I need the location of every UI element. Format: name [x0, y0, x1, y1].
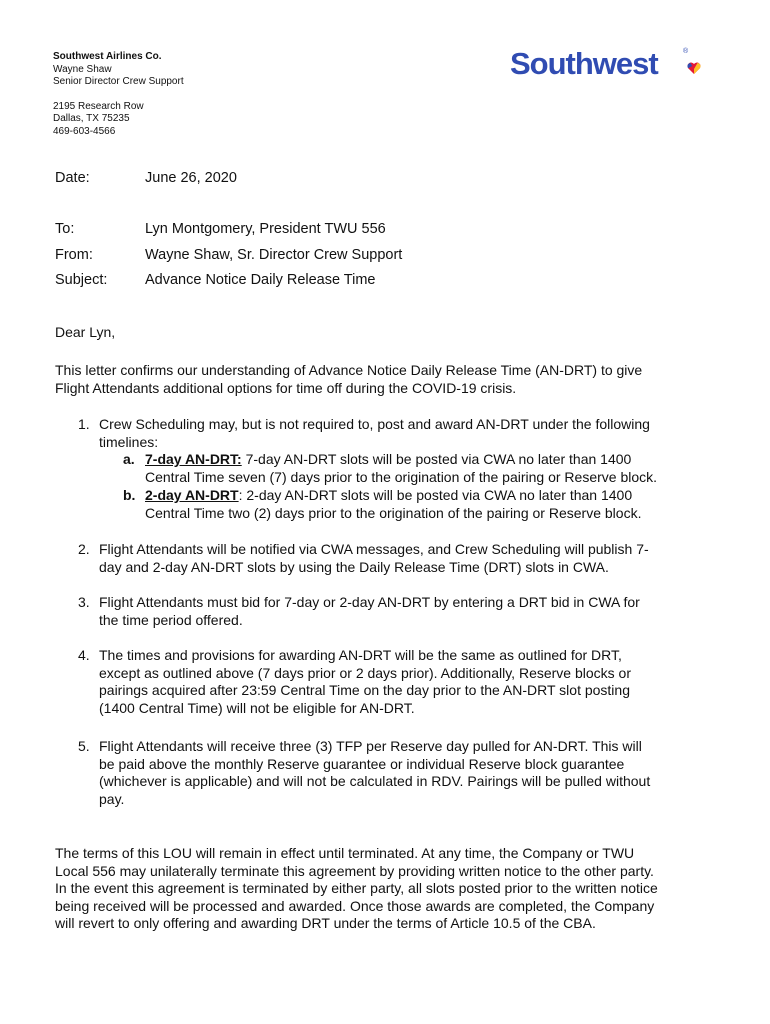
from-label: From: — [55, 247, 93, 263]
letterhead — [53, 51, 184, 138]
list-number: 1. — [78, 416, 90, 432]
text-line: Flight Attendants will receive three (3) TFP per Reserve day pulled for AN-DRT. This will — [99, 738, 642, 754]
address-line-2: Dallas, TX 75235 — [53, 113, 130, 124]
text-line: (1400 Central Time) will not be eligible for AN-DRT. — [99, 699, 415, 716]
text-line: Central Time seven (7) days prior to the origination of the pairing or Reserve block. — [145, 468, 658, 485]
list-number: 2. — [78, 541, 90, 557]
sub-term: 2-day AN-DRT — [145, 487, 239, 503]
greeting: Dear Lyn, — [55, 324, 116, 340]
text-line: will revert to only offering and awarding DRT under the terms of Article 10.5 of the CBA. — [55, 915, 596, 931]
text-line: Central Time two (2) days prior to the origination of the pairing or Reserve block. — [145, 504, 642, 521]
text-line: the time period offered. — [99, 611, 243, 628]
text-line: Flight Attendants will be notified via CWA messages, and Crew Scheduling will publish 7- — [99, 541, 649, 557]
text-line: In the event this agreement is terminated by either party, all slots posted prior to the written notice — [55, 880, 658, 896]
text-line: being received will be processed and awarded. Once those awards are completed, the Company — [55, 897, 655, 914]
text-line: Flight Attendants must bid for 7-day or 2-day AN-DRT by entering a DRT bid in CWA for — [99, 594, 640, 610]
list-number: 4. — [78, 647, 90, 663]
text-line: be paid above the monthly Reserve guarantee or individual Reserve block guarantee — [99, 755, 625, 772]
closing-paragraph — [55, 845, 715, 933]
sender-title: Senior Director Crew Support — [53, 76, 184, 87]
date-value: June 26, 2020 — [145, 170, 237, 186]
text-line: pay. — [99, 790, 125, 807]
list-number: 5. — [78, 738, 90, 754]
subject-label: Subject: — [55, 272, 108, 288]
registered-mark: ® — [683, 48, 689, 55]
text-line: timelines: — [99, 433, 159, 450]
text-line: The times and provisions for awarding AN-DRT will be the same as outlined for DRT, — [99, 647, 622, 663]
logo-wordmark: Southwest — [510, 46, 658, 81]
sub-letter: a. — [123, 451, 135, 467]
to-value: Lyn Montgomery, President TWU 556 — [145, 221, 386, 237]
sub-letter: b. — [123, 487, 136, 503]
heart-icon — [687, 62, 701, 75]
list-number: 3. — [78, 594, 90, 610]
text-line: day and 2-day AN-DRT slots by using the Daily Release Time (DRT) slots in CWA. — [99, 558, 609, 575]
sub-term: 7-day AN-DRT: — [145, 451, 242, 467]
phone-number: 469-603-4566 — [53, 125, 116, 137]
southwest-logo — [510, 44, 689, 84]
text-line: Local 556 may unilaterally terminate this agreement by providing written notice to the other party. — [55, 862, 654, 879]
text-line: Flight Attendants additional options for time off during the COVID-19 crisis. — [55, 379, 517, 396]
intro-paragraph — [55, 362, 715, 397]
address-line-1: 2195 Research Row — [53, 100, 144, 112]
date-label: Date: — [55, 170, 90, 186]
company-name: Southwest Airlines Co. — [53, 51, 162, 62]
text-line: except as outlined above (7 days prior or 2 days prior). Additionally, Reserve blocks or — [99, 664, 632, 681]
text-line: The terms of this LOU will remain in effect until terminated. At any time, the Company or TWU — [55, 845, 635, 861]
to-label: To: — [55, 221, 75, 237]
sub-text: 7-day AN-DRT slots will be posted via CWA no later than 1400 — [241, 451, 632, 467]
sub-text: : 2-day AN-DRT slots will be posted via CWA no later than 1400 — [238, 487, 633, 503]
text-line: This letter confirms our understanding of Advance Notice Daily Release Time (AN-DRT) to give — [55, 362, 643, 378]
subject-value: Advance Notice Daily Release Time — [145, 272, 376, 288]
from-value: Wayne Shaw, Sr. Director Crew Support — [145, 247, 403, 263]
text-line: (whichever is applicable) and will not be calculated in RDV. Pairings will be pulled without — [99, 773, 651, 789]
text-line: Crew Scheduling may, but is not required to, post and award AN-DRT under the following — [99, 416, 650, 432]
text-line: pairings acquired after 23:59 Central Time on the day prior to the AN-DRT slot posting — [99, 682, 630, 698]
sender-name: Wayne Shaw — [53, 63, 112, 75]
